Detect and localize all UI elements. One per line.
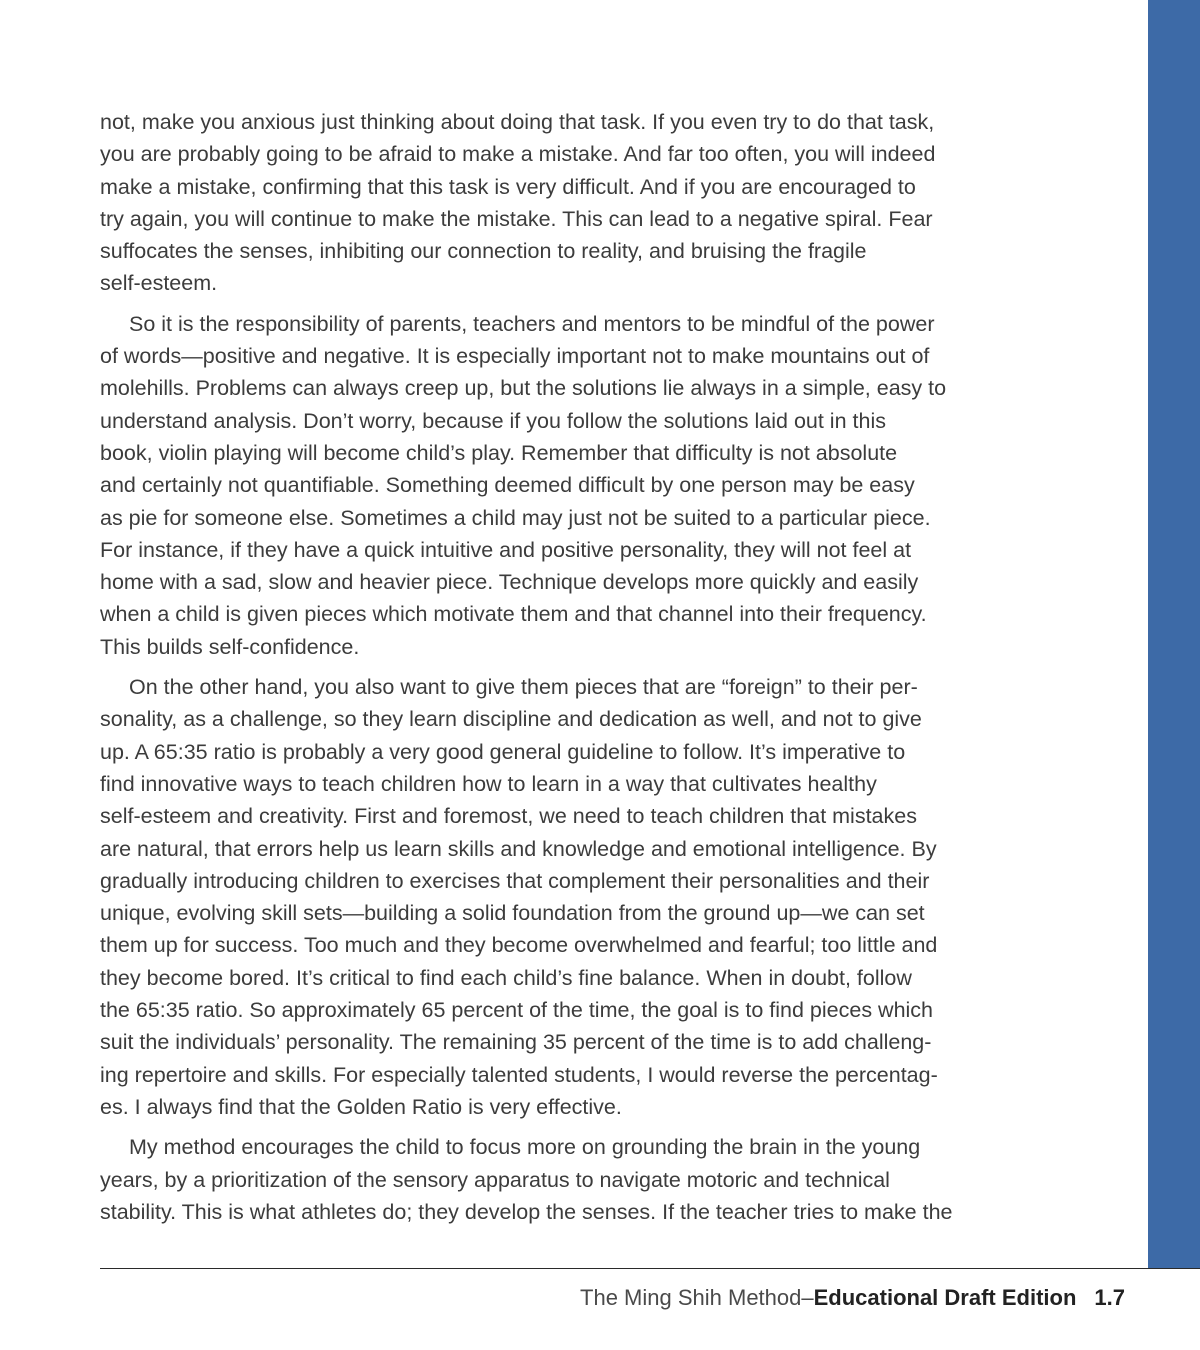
paragraph [100,671,1052,1123]
paragraph [100,308,1052,663]
text-line: My method encourages the child to focus more on grounding the brain in the young [129,1135,921,1160]
paragraph [100,106,1052,300]
text-line: make a mistake, confirming that this task is very difficult. And if you are encouraged to [100,174,916,199]
text-line: self-esteem. [100,271,218,296]
text-line: understand analysis. Don’t worry, because if you follow the solutions laid out in this [100,408,886,433]
text-line: years, by a prioritization of the sensory apparatus to navigate motoric and technical [100,1167,890,1192]
text-line: sonality, as a challenge, so they learn discipline and dedication as well, and not to give [100,707,922,732]
text-line: For instance, if they have a quick intuitive and positive personality, they will not feel at [100,537,912,562]
page-edge-color-bar [1148,0,1200,1268]
footer-book-title: The Ming Shih Method– [580,1285,814,1310]
text-line: suffocates the senses, inhibiting our connection to reality, and bruising the fragile [100,239,867,264]
text-line: of words—positive and negative. It is especially important not to make mountains out of [100,344,930,369]
text-line: So it is the responsibility of parents, teachers and mentors to be mindful of the power [129,311,935,336]
text-line: book, violin playing will become child’s play. Remember that difficulty is not absolute [100,440,898,465]
text-line: On the other hand, you also want to give them pieces that are “foreign” to their per- [129,675,918,700]
text-line: up. A 65:35 ratio is probably a very good general guideline to follow. It’s imperative to [100,739,906,764]
page-body [100,106,1052,1236]
text-line: and certainly not quantifiable. Something deemed difficult by one person may be easy [100,473,915,498]
text-line: them up for success. Too much and they become overwhelmed and fearful; too little and [100,933,938,958]
text-line: ing repertoire and skills. For especially talented students, I would reverse the percentag- [100,1062,938,1087]
text-line: gradually introducing children to exercises that complement their personalities and their [100,868,930,893]
text-line: try again, you will continue to make the mistake. This can lead to a negative spiral. Fear [100,206,933,231]
footer-edition: Educational Draft Edition [813,1285,1077,1310]
text-line: home with a sad, slow and heavier piece. Technique develops more quickly and easily [100,570,919,595]
text-line: es. I always find that the Golden Ratio is very effective. [100,1094,622,1119]
text-line: not, make you anxious just thinking about doing that task. If you even try to do that task, [100,110,935,134]
text-line: find innovative ways to teach children how to learn in a way that cultivates healthy [100,771,877,796]
text-line: are natural, that errors help us learn skills and knowledge and emotional intelligence. By [100,836,937,861]
text-line: they become bored. It’s critical to find each child’s fine balance. When in doubt, follow [100,965,912,990]
paragraph [100,1131,1052,1228]
text-line: stability. This is what athletes do; they develop the senses. If the teacher tries to make the [100,1199,953,1224]
text-line: you are probably going to be afraid to make a mistake. And far too often, you will indeed [100,142,936,167]
page-footer [580,1283,1125,1313]
text-line: This builds self-confidence. [100,634,360,659]
page-number: 1.7 [1094,1285,1125,1310]
text-line: self-esteem and creativity. First and foremost, we need to teach children that mistakes [100,804,917,829]
text-line: as pie for someone else. Sometimes a child may just not be suited to a particular piece. [100,505,931,530]
text-line: the 65:35 ratio. So approximately 65 percent of the time, the goal is to find pieces which [100,998,934,1023]
text-line: molehills. Problems can always creep up, but the solutions lie always in a simple, easy to [100,376,947,401]
footer-divider [100,1268,1200,1269]
text-line: when a child is given pieces which motivate them and that channel into their frequency. [100,602,927,627]
text-line: unique, evolving skill sets—building a solid foundation from the ground up—we can set [100,901,925,926]
text-line: suit the individuals’ personality. The remaining 35 percent of the time is to add challeng- [100,1030,932,1055]
